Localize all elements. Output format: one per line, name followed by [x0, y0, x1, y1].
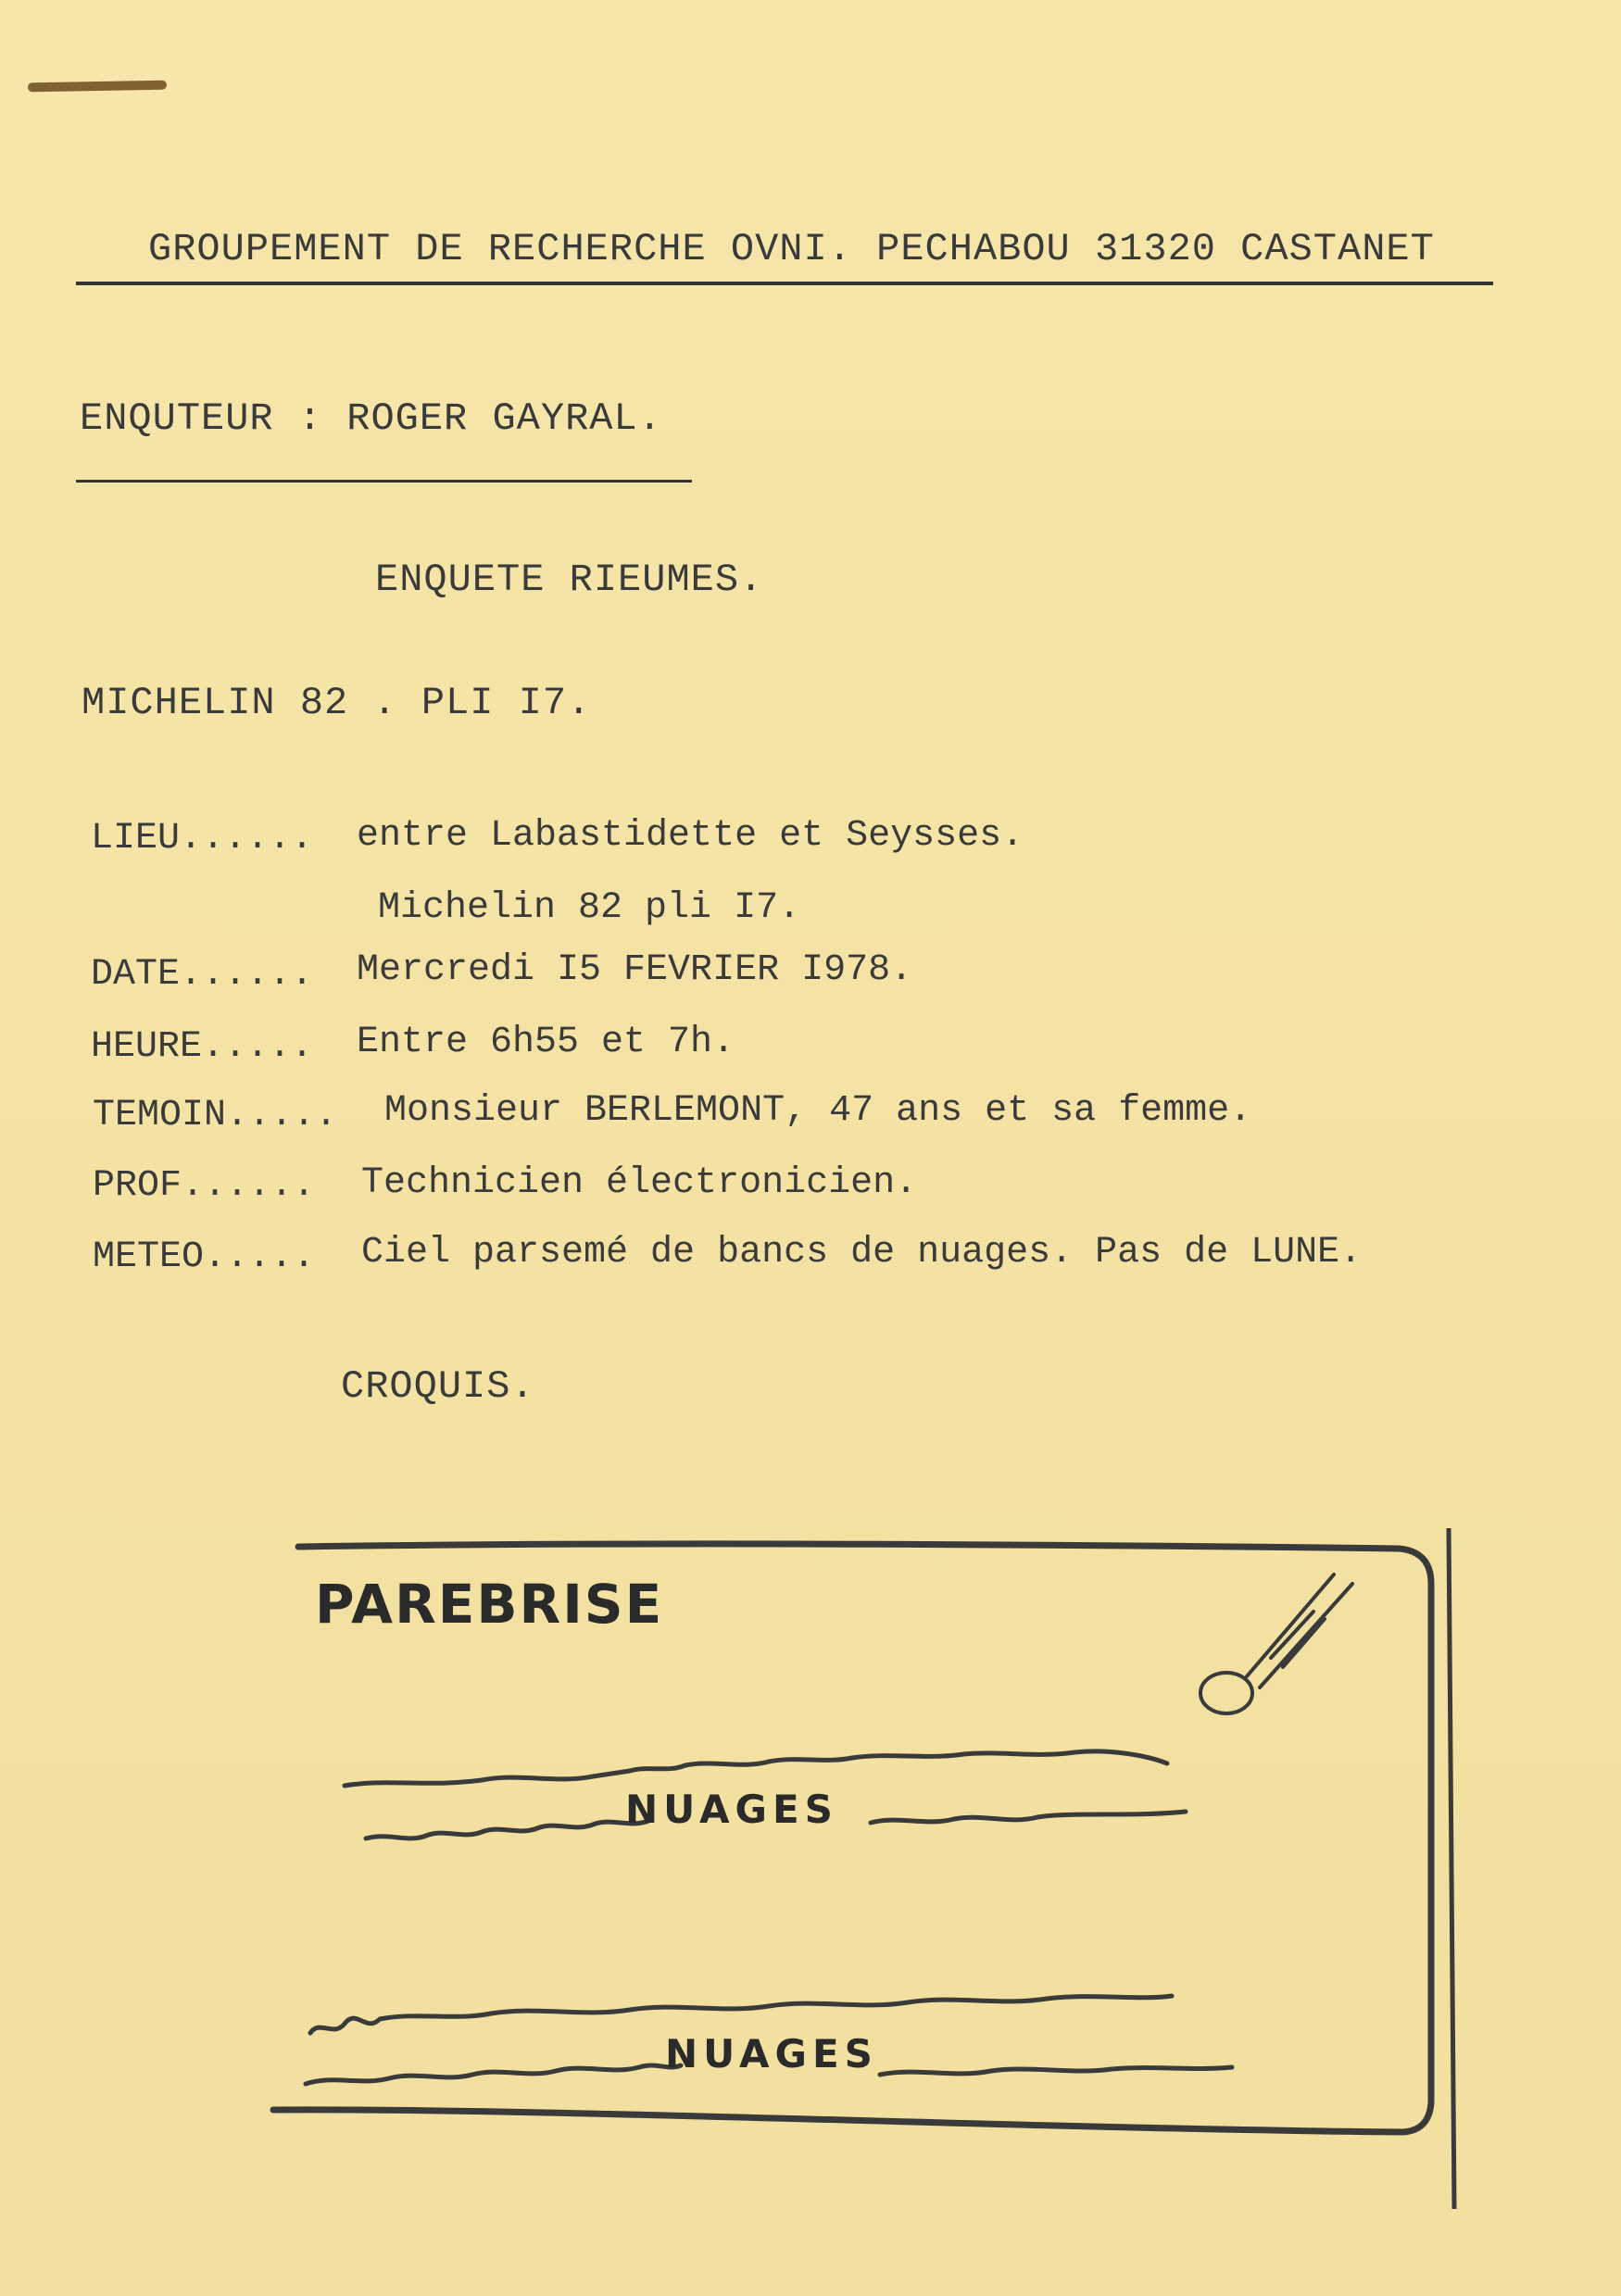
- object-circle: [1200, 1673, 1252, 1713]
- frame-pillar: [1449, 1528, 1454, 2209]
- field-value: Ciel parsemé de bancs de nuages. Pas de LUNE.: [361, 1232, 1363, 1273]
- sketch-heading: CROQUIS.: [341, 1364, 535, 1409]
- field-label: PROF......: [93, 1165, 316, 1207]
- report-title: ENQUETE RIEUMES.: [375, 558, 764, 602]
- field-value: Monsieur BERLEMONT, 47 ans et sa femme.: [384, 1090, 1252, 1132]
- cloud-label-lower: NUAGES: [665, 2031, 878, 2076]
- field-value: Technicien électronicien.: [361, 1162, 918, 1204]
- header-org: GROUPEMENT DE RECHERCHE OVNI. PECHABOU 31320 CASTANET: [148, 227, 1435, 271]
- field-label: METEO.....: [93, 1236, 316, 1278]
- cloud-label-upper: NUAGES: [625, 1787, 838, 1832]
- map-reference: MICHELIN 82 . PLI I7.: [82, 681, 592, 725]
- investigator: ENQUTEUR : ROGER GAYRAL.: [80, 396, 662, 441]
- field-value: Entre 6h55 et 7h.: [357, 1022, 735, 1063]
- object-trail: [1247, 1575, 1352, 1687]
- field-label: HEURE.....: [91, 1026, 314, 1068]
- field-value: Michelin 82 pli I7.: [378, 887, 801, 929]
- field-value: Mercredi I5 FEVRIER I978.: [357, 949, 913, 991]
- cloud-band-upper-top: [345, 1751, 1167, 1786]
- field-label: DATE......: [91, 954, 314, 996]
- field-label: TEMOIN.....: [93, 1095, 338, 1136]
- windshield-label: PAREBRISE: [315, 1573, 664, 1636]
- cloud-band-lower-top: [310, 1996, 1172, 2033]
- field-label: LIEU......: [91, 818, 314, 859]
- field-value: entre Labastidette et Seysses.: [357, 815, 1024, 857]
